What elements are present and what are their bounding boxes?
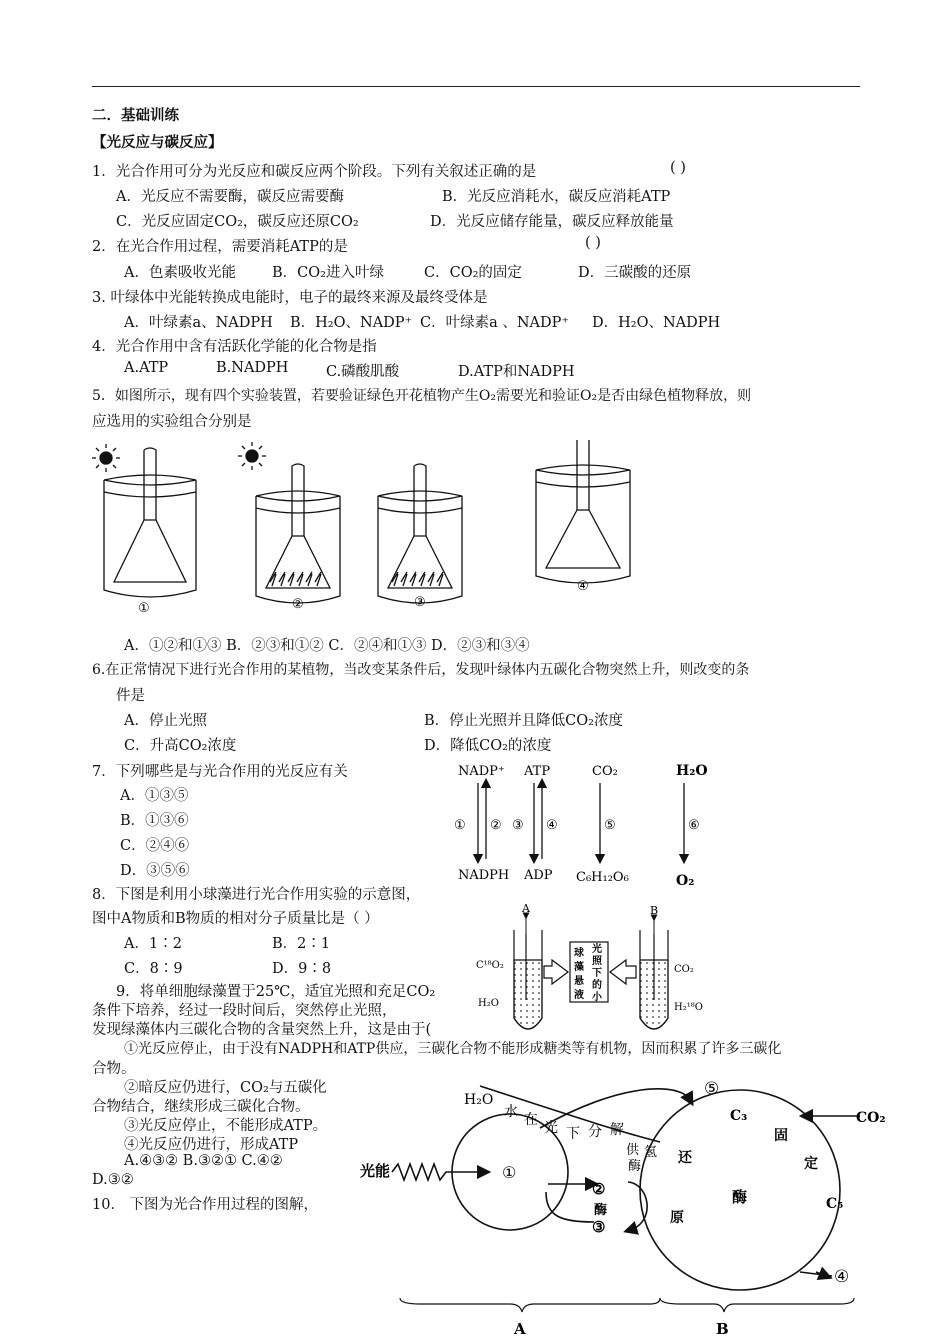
q9-item-4: ④光反应仍进行，形成ATP xyxy=(124,1137,299,1153)
q6-stem-line1: 6.在正常情况下进行光合作用的某植物，当改变某条件后，发现叶绿体内五碳化合物突然上升，则改变的条 xyxy=(92,662,750,678)
co2-label: CO₂ xyxy=(856,1110,886,1126)
step-5-label: ⑤ xyxy=(704,1079,720,1099)
q9-item-3: ③光反应停止，不能形成ATP。 xyxy=(124,1118,328,1134)
q9-answers-line2: D.③② xyxy=(92,1172,134,1188)
apparatus-label-4: ④ xyxy=(577,579,589,594)
q6-option-d: D．降低CO₂的浓度 xyxy=(424,738,552,754)
q6-option-b: B．停止光照并且降低CO₂浓度 xyxy=(424,713,623,729)
q8-option-a: A．1∶2 xyxy=(124,936,182,952)
glucose-label: C₆H₁₂O₆ xyxy=(576,870,629,885)
q1-option-c: C．光反应固定CO₂，碳反应还原CO₂ xyxy=(116,214,359,230)
q7-stem: 7．下列哪些是与光合作用的光反应有关 xyxy=(92,764,348,780)
apparatus-jar-4 xyxy=(536,440,630,583)
q8-algae-figure xyxy=(470,900,720,1040)
apparatus-label-1: ① xyxy=(138,601,150,616)
q6-option-c: C．升高CO₂浓度 xyxy=(124,738,237,754)
q9-answers-line1: A.④③② B.③②① C.④② xyxy=(124,1153,283,1169)
q5-stem-line1: 5．如图所示，现有四个实验装置，若要验证绿色开花植物产生O₂需要光和验证O₂是否由绿色植物释放，则 xyxy=(92,388,752,404)
q8-option-d: D．9∶8 xyxy=(272,961,332,977)
q7-reaction-diagram xyxy=(448,755,728,895)
q8-stem-line1: 8．下图是利用小球藻进行光合作用实验的示意图， xyxy=(92,887,421,903)
split-char: 光 xyxy=(544,1120,558,1136)
split-char: 下 xyxy=(566,1126,580,1142)
q4-option-c: C.磷酸肌酸 xyxy=(326,364,400,380)
step-3-label: ③ xyxy=(592,1218,606,1236)
part-b-label: B xyxy=(716,1320,729,1338)
q7-option-a: A．①③⑤ xyxy=(120,788,189,804)
fix-char: 固 xyxy=(774,1128,788,1144)
sun-icon xyxy=(92,444,120,472)
supply-char: 供 xyxy=(626,1143,640,1158)
light-energy-label: 光能 xyxy=(360,1162,391,1180)
center-char: 下 xyxy=(592,968,602,979)
split-char: 解 xyxy=(610,1122,624,1138)
part-a-label: A xyxy=(514,1320,526,1338)
q5-stem-line2: 应选用的实验组合分别是 xyxy=(92,414,252,430)
h2o-label: H₂O xyxy=(464,1092,494,1108)
q2-option-d: D．三碳酸的还原 xyxy=(578,265,692,281)
step-2-label: ② xyxy=(592,1180,606,1198)
q1-paren: ( ) xyxy=(670,160,686,176)
q6-option-a: A．停止光照 xyxy=(124,713,207,729)
label-b: B xyxy=(650,904,659,917)
left-water-label: H₂O xyxy=(478,998,499,1009)
q1-option-d: D．光反应储存能量，碳反应释放能量 xyxy=(430,214,674,230)
q2-paren: ( ) xyxy=(585,235,601,251)
num-1: ① xyxy=(454,818,466,833)
q3-option-d: D．H₂O、NADPH xyxy=(592,315,721,331)
q3-option-a: A．叶绿素a、NADPH xyxy=(124,315,273,331)
q8-option-c: C．8∶9 xyxy=(124,961,183,977)
q1-stem: 1．光合作用可分为光反应和碳反应两个阶段。下列有关叙述正确的是 xyxy=(92,164,537,180)
reduce-char: 原 xyxy=(670,1210,684,1226)
sun-icon xyxy=(238,442,266,470)
center-char: 光 xyxy=(592,944,602,955)
step-1-label: ① xyxy=(502,1163,517,1182)
q3-stem: 3. 叶绿体中光能转换成电能时，电子的最终来源及最终受体是 xyxy=(92,290,488,306)
subsection-title: 【光反应与碳反应】 xyxy=(92,135,223,151)
right-water-label: H₂¹⁸O xyxy=(674,1002,703,1013)
c3-label: C₃ xyxy=(730,1108,748,1124)
apparatus-label-2: ② xyxy=(292,597,304,612)
num-4: ④ xyxy=(546,818,558,833)
step-4-label: ④ xyxy=(834,1267,850,1287)
q8-option-b: B．2∶1 xyxy=(272,936,331,952)
co2-label: CO₂ xyxy=(592,764,618,779)
q7-option-c: C．②④⑥ xyxy=(120,838,190,854)
num-6: ⑥ xyxy=(688,818,700,833)
q10-stem: 10． 下图为光合作用过程的图解， xyxy=(92,1197,319,1213)
q7-option-b: B．①③⑥ xyxy=(120,813,189,829)
num-2: ② xyxy=(490,818,502,833)
split-char: 在 xyxy=(524,1112,538,1128)
q7-option-d: D．③⑤⑥ xyxy=(120,863,190,879)
q2-option-c: C．CO₂的固定 xyxy=(424,265,522,281)
left-gas-label: C¹⁸O₂ xyxy=(476,960,504,971)
q3-option-b: B．H₂O、NADP⁺ xyxy=(290,315,413,331)
split-char: 水 xyxy=(504,1104,518,1120)
num-3: ③ xyxy=(512,818,524,833)
apparatus-jar-2 xyxy=(256,464,340,603)
q9-item-2a: ②暗反应仍进行，CO₂与五碳化 xyxy=(124,1080,327,1096)
atp-label: ATP xyxy=(524,764,551,779)
q4-option-d: D.ATP和NADPH xyxy=(458,364,575,380)
top-rule xyxy=(92,86,860,87)
right-gas-label: CO₂ xyxy=(674,964,694,975)
q2-option-a: A．色素吸收光能 xyxy=(124,265,236,281)
h2o-label: H₂O xyxy=(676,763,708,779)
enzyme-label: 酶 xyxy=(628,1159,642,1174)
apparatus-jar-1 xyxy=(104,448,196,597)
q4-option-b: B.NADPH xyxy=(216,360,289,376)
q9-item-2b: 合物结合，继续形成三碳化合物。 xyxy=(92,1099,310,1115)
nadp-label: NADP⁺ xyxy=(458,764,505,779)
q8-stem-line2: 图中A物质和B物质的相对分子质量比是（ ） xyxy=(92,911,379,927)
enzyme-label: 酶 xyxy=(594,1203,608,1218)
center-char: 的 xyxy=(592,980,602,991)
o2-label: O₂ xyxy=(676,873,695,889)
nadph-label: NADPH xyxy=(458,868,510,883)
q3-option-c: C．叶绿素a 、NADP⁺ xyxy=(420,315,570,331)
split-char: 分 xyxy=(588,1124,602,1140)
enzyme-label: 酶 xyxy=(732,1188,748,1206)
fix-char: 定 xyxy=(804,1156,818,1172)
apparatus-jar-3 xyxy=(378,464,462,603)
supply-char: 氢 xyxy=(644,1145,658,1160)
q5-apparatus-figure xyxy=(84,440,644,620)
q2-option-b: B．CO₂进入叶绿 xyxy=(272,265,384,281)
q1-option-b: B．光反应消耗水，碳反应消耗ATP xyxy=(442,189,671,205)
num-5: ⑤ xyxy=(604,818,616,833)
label-a: A xyxy=(522,902,530,915)
c5-label: C₅ xyxy=(826,1196,844,1212)
center-char: 球 xyxy=(574,948,584,959)
q9-item-1a: ①光反应停止，由于没有NADPH和ATP供应，三碳化合物不能形成糖类等有机物，因而积累了许多三碳化 xyxy=(124,1041,782,1057)
q9-stem-line1: 9．将单细胞绿藻置于25℃，适宜光照和充足CO₂ xyxy=(116,984,436,1000)
q4-stem: 4．光合作用中含有活跃化学能的化合物是指 xyxy=(92,339,377,355)
q9-stem-line2: 条件下培养，经过一段时间后，突然停止光照， xyxy=(92,1003,397,1019)
q10-photosynthesis-diagram xyxy=(360,1072,890,1344)
center-char: 液 xyxy=(574,990,584,1001)
center-char: 小 xyxy=(592,992,602,1003)
center-char: 悬 xyxy=(574,976,584,987)
q9-item-1b: 合物。 xyxy=(92,1061,136,1077)
section-title: 二．基础训练 xyxy=(92,108,179,124)
center-char: 照 xyxy=(592,956,602,967)
q9-stem-line3: 发现绿藻体内三碳化合物的含量突然上升，这是由于( xyxy=(92,1022,432,1038)
q4-option-a: A.ATP xyxy=(124,360,169,376)
q5-options: A．①②和①③ B．②③和①② C．②④和①③ D．②③和③④ xyxy=(124,638,530,654)
q1-option-a: A．光反应不需要酶，碳反应需要酶 xyxy=(116,189,344,205)
apparatus-label-3: ③ xyxy=(414,595,426,610)
reduce-char: 还 xyxy=(678,1150,692,1166)
q2-stem: 2．在光合作用过程，需要消耗ATP的是 xyxy=(92,239,348,255)
center-char: 藻 xyxy=(574,962,584,973)
adp-label: ADP xyxy=(524,868,553,883)
q6-stem-line2: 件是 xyxy=(116,688,145,704)
